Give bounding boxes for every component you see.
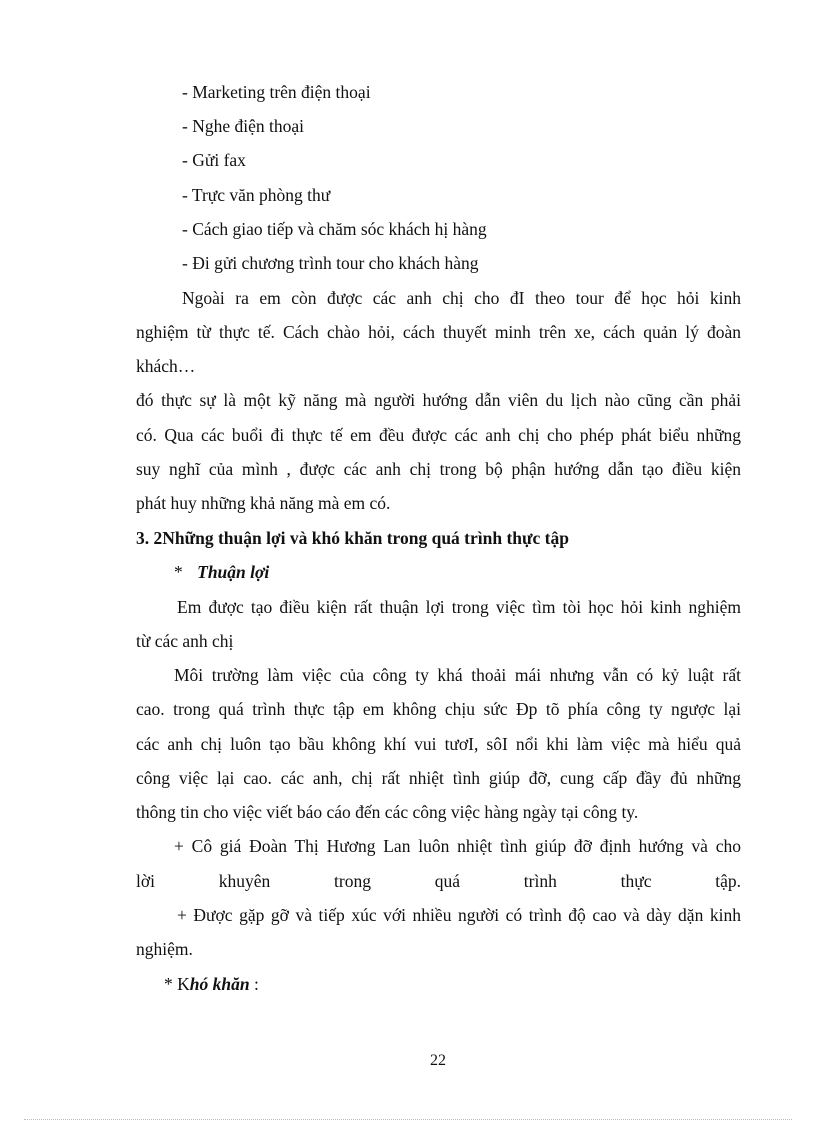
- paragraph-line: khách…: [136, 356, 196, 376]
- paragraph-line: cao. trong quá trình thực tập em không chịu sức Ðp tõ phía công ty ngược lại: [136, 699, 741, 719]
- subheading-prefix: * K: [164, 974, 190, 994]
- paragraph-line: lời khuyên trong quá trình thực tập.: [136, 871, 741, 891]
- subheading-label: Thuận lợi: [197, 562, 270, 582]
- list-item: - Trực văn phòng thư: [182, 185, 331, 205]
- subheading-label: hó khăn: [189, 974, 250, 994]
- paragraph-line: công việc lại cao. các anh, chị rất nhiệt tình giúp đỡ, cung cấp đầy đủ những: [136, 768, 741, 788]
- list-item: - Đi gửi chương trình tour cho khách hàng: [182, 253, 479, 273]
- page-bottom-border: [24, 1119, 792, 1120]
- paragraph-line: + Cô giá Đoàn Thị Hương Lan luôn nhiệt tình giúp đỡ định hướng và cho: [174, 836, 741, 856]
- paragraph-line: Em được tạo điều kiện rất thuận lợi trong việc tìm tòi học hỏi kinh nghiệm: [177, 597, 741, 617]
- paragraph-line: phát huy những khả năng mà em có.: [136, 493, 391, 513]
- paragraph-line: thông tin cho việc viết báo cáo đến các công việc hàng ngày tại công ty.: [136, 802, 639, 822]
- star-marker: *: [174, 562, 183, 582]
- paragraph-line: có. Qua các buổi đi thực tế em đều được các anh chị cho phép phát biểu những: [136, 425, 741, 445]
- paragraph-line: các anh chị luôn tạo bầu không khí vui tươI, sôI nổi khi làm việc mà hiểu quả: [136, 734, 741, 754]
- paragraph-line: Ngoài ra em còn được các anh chị cho đI theo tour để học hỏi kinh: [182, 288, 741, 308]
- paragraph-line: Môi trường làm việc của công ty khá thoải mái nhưng vẫn có kỷ luật rất: [174, 665, 741, 685]
- subheading-advantages: [174, 560, 269, 584]
- list-item: - Gửi fax: [182, 150, 246, 170]
- paragraph-line: suy nghĩ của mình , được các anh chị trong bộ phận hướng dẫn tạo điều kiện: [136, 459, 741, 479]
- list-item: - Marketing trên điện thoại: [182, 82, 371, 102]
- list-item: - Nghe điện thoại: [182, 116, 304, 136]
- subheading-suffix: :: [249, 974, 259, 994]
- paragraph-line: từ các anh chị: [136, 631, 234, 651]
- paragraph-line: đó thực sự là một kỹ năng mà người hướng dẫn viên du lịch nào cũng cần phải: [136, 390, 741, 410]
- section-heading: 3. 2Những thuận lợi và khó khăn trong quá trình thực tập: [136, 528, 569, 548]
- paragraph-line: + Được gặp gỡ và tiếp xúc với nhiều người có trình độ cao và dày dặn kinh: [177, 905, 741, 925]
- paragraph-line: nghiệm.: [136, 939, 193, 959]
- paragraph-line: nghiệm từ thực tế. Cách chào hỏi, cách thuyết minh trên xe, cách quản lý đoàn: [136, 322, 741, 342]
- subheading-difficulties: [164, 972, 259, 996]
- list-item: - Cách giao tiếp và chăm sóc khách hị hàng: [182, 219, 487, 239]
- page-number: 22: [430, 1052, 446, 1069]
